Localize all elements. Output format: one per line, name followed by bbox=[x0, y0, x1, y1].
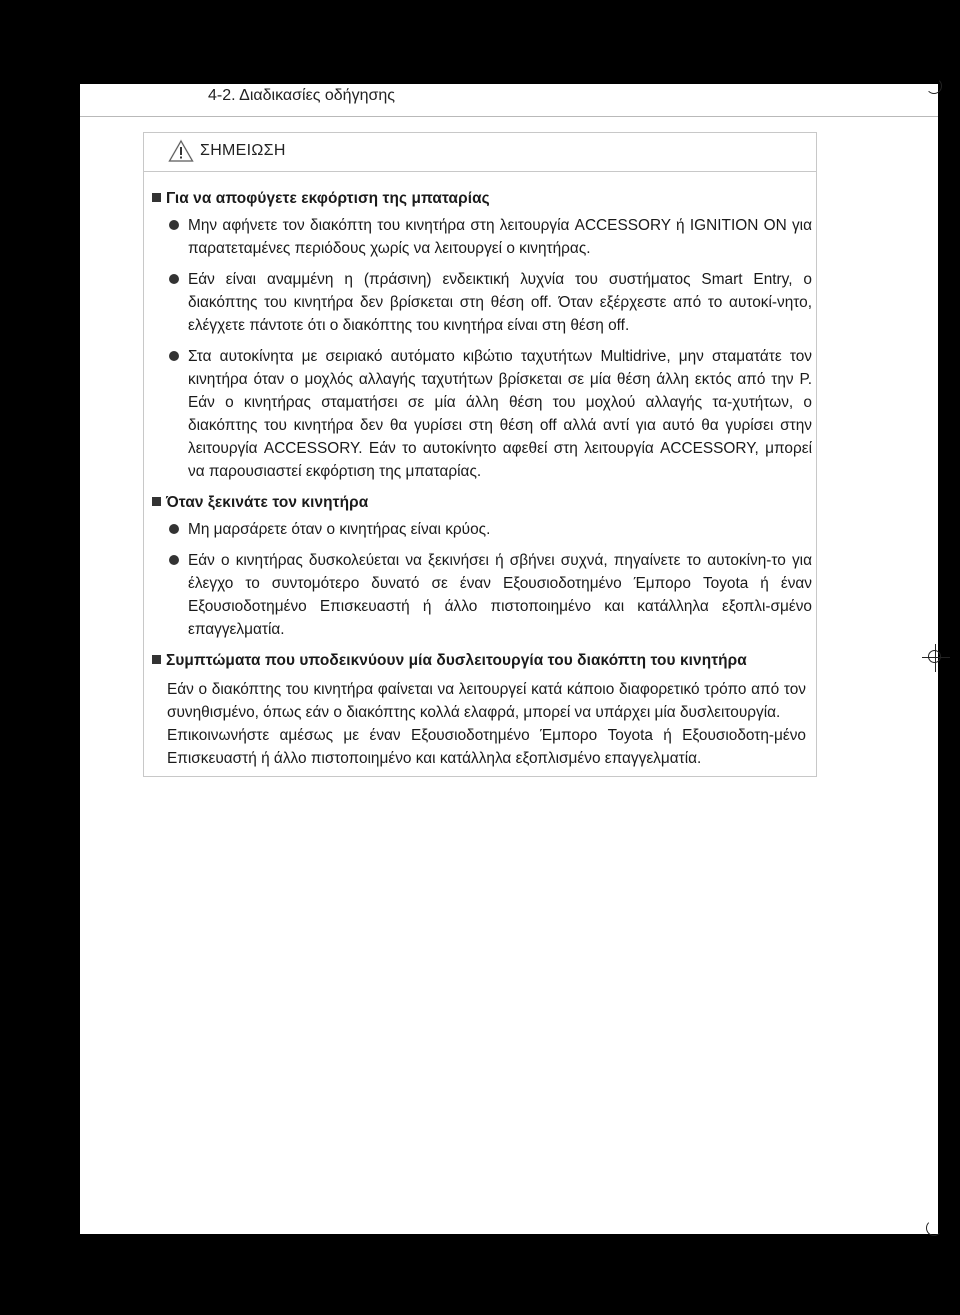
square-bullet-icon bbox=[152, 497, 161, 506]
round-bullet-icon bbox=[169, 555, 179, 565]
crop-mark-icon bbox=[926, 78, 942, 94]
manual-page bbox=[80, 84, 938, 1234]
round-bullet-icon bbox=[169, 524, 179, 534]
paragraph: Επικοινωνήστε αμέσως με έναν Εξουσιοδοτημένο Έμπορο Toyota ή Εξουσιοδοτη-μένο Επισκευαστή ή άλλο πιστοποιημένο και κατάλληλα εξοπλισμένο επαγγελματία. bbox=[167, 727, 806, 767]
list-item: Μην αφήνετε τον διακόπτη του κινητήρα στη λειτουργία ACCESSORY ή IGNITION ON για παρατεταμένες περιόδους χωρίς να λειτουργεί ο κινητήρας. bbox=[144, 214, 818, 260]
square-bullet-icon bbox=[152, 193, 161, 202]
header-divider bbox=[80, 116, 938, 117]
section-heading: Για να αποφύγετε εκφόρτιση της μπαταρίας bbox=[144, 187, 818, 210]
round-bullet-icon bbox=[169, 274, 179, 284]
list-item: Εάν είναι αναμμένη η (πράσινη) ενδεικτική λυχνία του συστήματος Smart Entry, ο διακόπτης του κινητήρα δεν βρίσκεται στη θέση off. Όταν εξέρχεστε από το αυτοκί-νητο, ελέγχετε πάντοτε ότι ο διακόπτης του κινητήρα είναι στη θέση off. bbox=[144, 268, 818, 337]
section-heading: Συμπτώματα που υποδεικνύουν μία δυσλειτουργία του διακόπτη του κινητήρα bbox=[144, 649, 818, 672]
square-bullet-icon bbox=[152, 655, 161, 664]
crop-mark-icon bbox=[926, 1220, 942, 1236]
paragraph-block bbox=[144, 678, 818, 770]
round-bullet-icon bbox=[169, 351, 179, 361]
registration-mark-icon bbox=[928, 650, 942, 664]
edge-tab-mark bbox=[938, 118, 941, 208]
section-heading: Όταν ξεκινάτε τον κινητήρα bbox=[144, 491, 818, 514]
notice-box bbox=[143, 132, 817, 777]
notice-content bbox=[144, 179, 818, 770]
list-item: Εάν ο κινητήρας δυσκολεύεται να ξεκινήσει ή σβήνει συχνά, πηγαίνετε το αυτοκίνη-το για έλεγχο το συντομότερο δυνατό σε έναν Εξουσιοδοτημένο Έμπορο Toyota ή έναν Εξουσιοδοτημένο Επισκευαστή ή άλλο πιστοποιημένο και κατάλληλα εξοπλι-σμένο επαγγελματία. bbox=[144, 549, 818, 641]
round-bullet-icon bbox=[169, 220, 179, 230]
list-item: Στα αυτοκίνητα με σειριακό αυτόματο κιβώτιο ταχυτήτων Multidrive, μην σταματάτε τον κινητήρα όταν ο μοχλός αλλαγής ταχυτήτων βρίσκεται σε μία θέση άλλη εκτός από την P. Εάν ο κινητήρας σταματήσει σε μία άλλη θέση του μοχλού αλλαγής τα-χυτήτων, ο διακόπτης του κινητήρα δεν θα γυρίσει στη θέση off αλλά αντί για αυτό θα γυρίσει στην λειτουργία ACCESSORY. Εάν το αυτοκίνητο αφεθεί στη λειτουργία ACCESSORY, μπορεί να παρουσιαστεί εκφόρτιση της μπαταρίας. bbox=[144, 345, 818, 483]
paragraph: Εάν ο διακόπτης του κινητήρα φαίνεται να λειτουργεί κατά κάποιο διαφορετικό τρόπο από τον συνηθισμένο, όπως εάν ο διακόπτης κολλά ελαφρά, μπορεί να υπάρχει μία δυσλειτουργία. bbox=[167, 681, 806, 721]
warning-triangle-icon bbox=[168, 139, 194, 163]
list-item: Μη μαρσάρετε όταν ο κινητήρας είναι κρύος. bbox=[144, 518, 818, 541]
notice-title: ΣΗΜΕΙΩΣΗ bbox=[200, 142, 286, 159]
notice-header bbox=[144, 133, 816, 172]
section-header: 4-2. Διαδικασίες οδήγησης bbox=[208, 87, 395, 104]
